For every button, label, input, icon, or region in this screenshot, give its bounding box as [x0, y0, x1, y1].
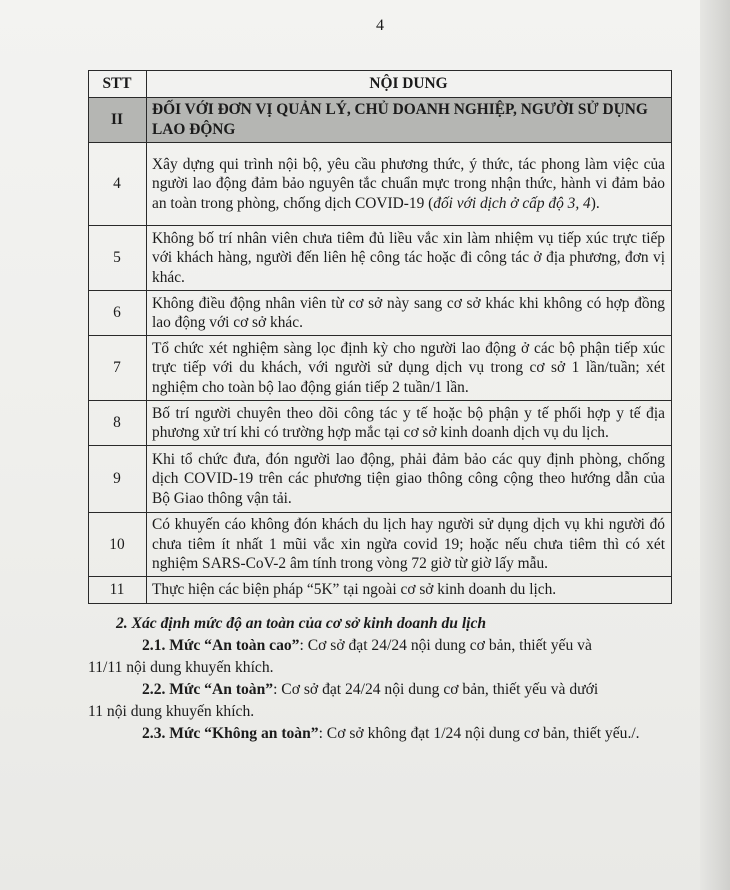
- row-stt: 11: [89, 577, 147, 604]
- page-number: 4: [376, 17, 384, 34]
- table-row: [89, 291, 672, 336]
- table-row: [89, 143, 672, 226]
- row-content: Tổ chức xét nghiệm sàng lọc định kỳ cho người lao động ở các bộ phận tiếp xúc trực tiếp với du khách, với người sử dụng dịch vụ trong cơ sở 1 lần/tuần; xét nghiệm cho toàn bộ lao động gián tiếp 2 tuần/1 lần.: [147, 336, 672, 401]
- requirements-table: [88, 70, 672, 604]
- section-title: ĐỐI VỚI ĐƠN VỊ QUẢN LÝ, CHỦ DOANH NGHIỆP, NGƯỜI SỬ DỤNG LAO ĐỘNG: [147, 98, 672, 143]
- table-row: [89, 513, 672, 577]
- note-item: [116, 635, 676, 657]
- row-italic-text: đối với dịch ở cấp độ 3, 4: [433, 194, 591, 212]
- row-content: Có khuyến cáo không đón khách du lịch hay người sử dụng dịch vụ khi người đó chưa tiêm ít nhất 1 mũi vắc xin ngừa covid 19; hoặc nếu chưa tiêm thì có xét nghiệm SARS-CoV-2 âm tính trong vòng 72 giờ từ giờ lấy mẫu.: [147, 513, 672, 577]
- header-content: NỘI DUNG: [147, 71, 672, 98]
- note-text: : Cơ sở đạt 24/24 nội dung cơ bản, thiết yếu và: [299, 637, 592, 654]
- note-label: 2.2. Mức “An toàn”: [142, 681, 274, 698]
- row-text-tail: ).: [590, 194, 600, 212]
- table-row: [89, 336, 672, 401]
- row-stt: 10: [89, 513, 147, 577]
- row-content: Không điều động nhân viên từ cơ sở này sang cơ sở khác khi không có hợp đồng lao động với cơ sở khác.: [147, 291, 672, 336]
- row-stt: 4: [89, 143, 147, 226]
- row-content: Bố trí người chuyên theo dõi công tác y tế hoặc bộ phận y tế phối hợp y tế địa phương xử trí khi có trường hợp mắc tại cơ sở kinh doanh dịch vụ du lịch.: [147, 401, 672, 446]
- row-content: Khi tổ chức đưa, đón người lao động, phải đảm bảo các quy định phòng, chống dịch COVID-19 trên các phương tiện giao thông công cộng theo hướng dẫn của Bộ Giao thông vận tải.: [147, 446, 672, 513]
- section-stt: II: [89, 98, 147, 143]
- note-text: : Cơ sở đạt 24/24 nội dung cơ bản, thiết yếu và dưới: [273, 681, 599, 698]
- table-row: [89, 577, 672, 604]
- row-stt: 6: [89, 291, 147, 336]
- note-label: 2.1. Mức “An toàn cao”: [142, 637, 300, 654]
- table-header-row: [89, 71, 672, 98]
- header-stt: STT: [89, 71, 147, 98]
- row-content: Không bố trí nhân viên chưa tiêm đủ liều vắc xin làm nhiệm vụ tiếp xúc trực tiếp với khách hàng, người đến liên hệ công tác hoặc đi công tác ở địa phương, đơn vị khác.: [147, 226, 672, 291]
- table-row: [89, 401, 672, 446]
- note-continuation: 11/11 nội dung khuyến khích.: [88, 659, 274, 676]
- table-row: [89, 446, 672, 513]
- note-item: [116, 723, 676, 745]
- safety-level-notes: [88, 613, 676, 745]
- page-edge-shadow: [700, 0, 730, 890]
- table-row: [89, 226, 672, 291]
- row-stt: 9: [89, 446, 147, 513]
- row-stt: 5: [89, 226, 147, 291]
- row-text: Xây dựng qui trình nội bộ, yêu cầu phương thức, ý thức, tác phong làm việc của người lao động đảm bảo nguyên tắc chuẩn mực trong nhận thức, hành vi đảm bảo an toàn trong phòng, chống dịch COVID-19 (: [152, 155, 665, 212]
- note-label: 2.3. Mức “Không an toàn”: [142, 725, 319, 742]
- note-item: [116, 679, 676, 701]
- row-content: [147, 143, 672, 226]
- section-row: [89, 98, 672, 143]
- notes-heading: 2. Xác định mức độ an toàn của cơ sở kinh doanh du lịch: [116, 615, 487, 632]
- note-text: : Cơ sở không đạt 1/24 nội dung cơ bản, thiết yếu./.: [318, 725, 640, 742]
- row-content: Thực hiện các biện pháp “5K” tại ngoài cơ sở kinh doanh du lịch.: [147, 577, 672, 604]
- row-stt: 8: [89, 401, 147, 446]
- note-continuation: 11 nội dung khuyến khích.: [88, 703, 255, 720]
- row-stt: 7: [89, 336, 147, 401]
